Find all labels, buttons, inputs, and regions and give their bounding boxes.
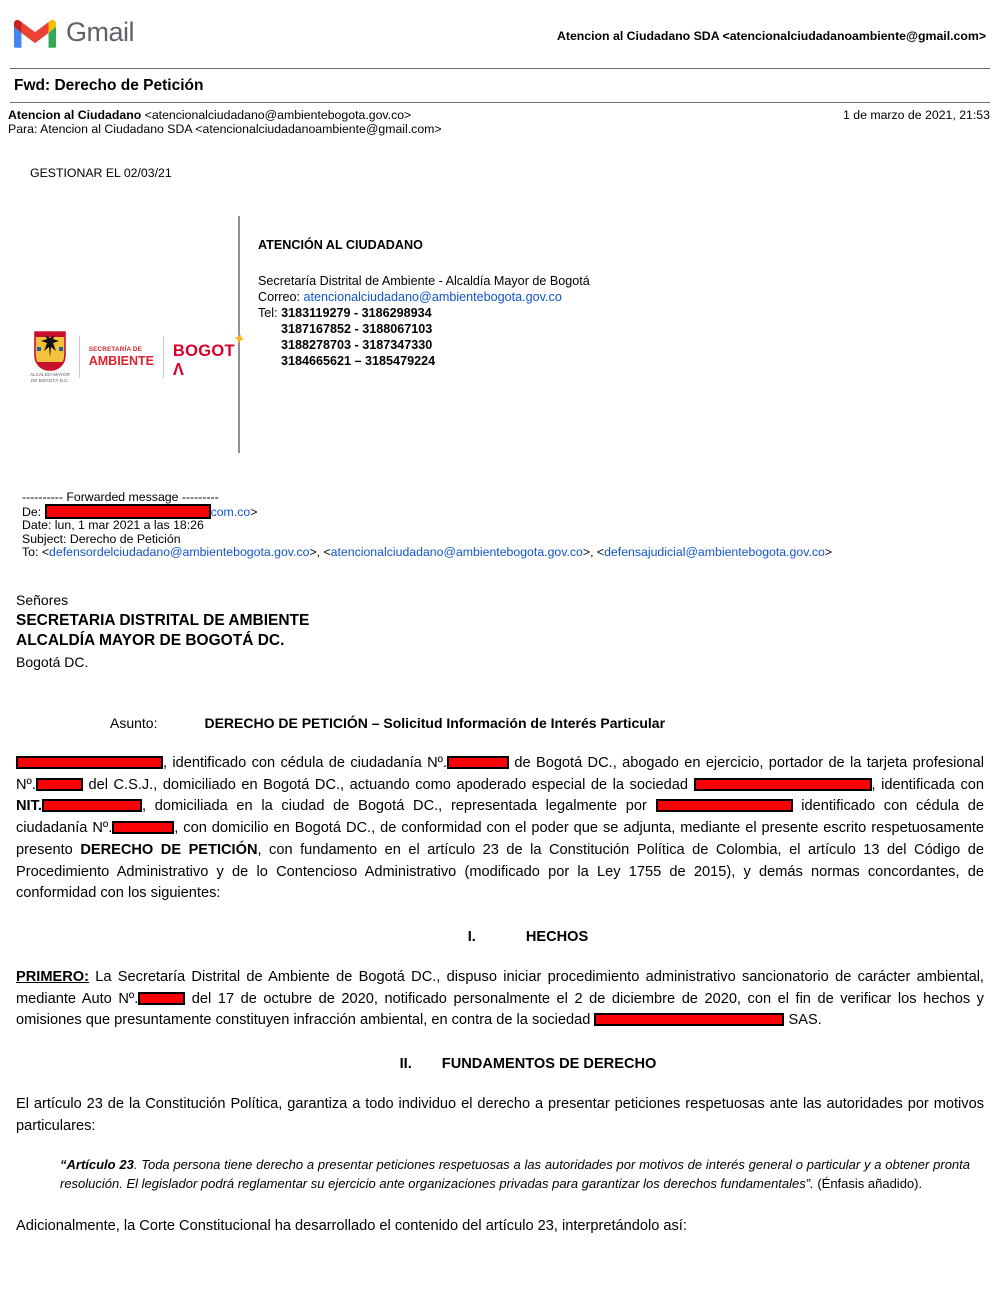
secretaria-ambiente-wordmark: SECRETARÍA DE AMBIENTE [88,345,155,368]
constitution-quote: “Artículo 23. Toda persona tiene derecho a presentar peticiones respetuosas a las autoridades por motivos de interés general o particular y a obtener pronta resolución. El legislador podrá reglamentar su ejercicio ante organizaciones privadas para garantizar los derechos fundamentales”. (Énfasis añadido). [60,1157,970,1192]
recipient-line: SECRETARIA DISTRITAL DE AMBIENTE [16,611,310,629]
section-number: I. [467,928,476,945]
signature-heading: ATENCIÓN AL CIUDADANO [258,238,423,252]
redaction-bar [45,504,211,519]
crest-caption: ALCALDÍA MAYOR DE BOGOTÁ D.C. [30,372,70,383]
print-header [0,0,1000,68]
forwarded-subject-line: Subject: Derecho de Petición [22,531,181,546]
recipient-block [16,590,984,672]
section-number: II. [399,1056,412,1073]
email-link[interactable]: defensordelciudadano@ambientebogota.gov.co [49,544,310,559]
signature-org-line: Secretaría Distrital de Ambiente - Alcaldía Mayor de Bogotá [258,274,590,288]
signature-text [240,216,590,453]
forwarded-header [22,491,1000,559]
asunto-label: Asunto: [110,715,158,732]
email-link[interactable]: atencionalciudadano@ambientebogota.gov.co [303,290,562,304]
gmail-wordmark: Gmail [66,16,135,47]
asunto-value: DERECHO DE PETICIÓN – Solicitud Información de Interés Particular [204,715,666,732]
account-identity: Atencion al Ciudadano SDA <atencionalciudadanoambiente@gmail.com> [556,29,986,43]
bogota-caret-glyph: Λ [172,360,185,380]
bogota-crest [30,331,70,383]
intro-paragraph: , identificado con cédula de ciudadanía Nº. de Bogotá DC., abogado en ejercicio, portador de la tarjeta profesional Nº. del C.S.J., domiciliado en Bogotá DC., actuando como apoderado especial de la sociedad , identificada con NIT. , domiciliada en la ciudad de Bogotá DC., representada legalmente por identificado con cédula de ciudadanía Nº. , con domicilio en Bogotá DC., de conformidad con el poder que se adjunta, mediante el presente escrito respetuosamente presento DERECHO DE PETICIÓN, con fundamento en el artículo 23 de la Constitución Política de Colombia, el artículo 13 del Código de Procedimiento Administrativo y de lo Contencioso Administrativo (modificado por la Ley 1755 de 2015), y demás normas concordantes, de conformidad con los siguientes: [16,755,985,902]
signature-email-line[interactable]: Correo: atencionalciudadano@ambientebogota.gov.co [258,290,562,304]
email-link[interactable]: defensajudicial@ambientebogota.gov.co [604,544,825,559]
redaction-bar [447,756,509,769]
bogota-crest-icon [33,331,67,371]
primero-paragraph: PRIMERO: La Secretaría Distrital de Ambiente de Bogotá DC., dispuso iniciar procedimiento administrativo sancionatorio de carácter ambiental, mediante Auto Nº. del 17 de octubre de 2020, notificado personalmente el 2 de diciembre de 2020, con el fin de verificar los hechos y omisiones que presuntamente constituyen infracción ambiental, en contra de la sociedad SAS. [16,968,984,1029]
message-date: 1 de marzo de 2021, 21:53 [843,108,990,122]
forwarded-to-line[interactable]: To: <defensordelciudadano@ambientebogota.gov.co>, <atencionalciudadano@ambientebogota.gov.co>, <defensajudicial@ambientebogota.gov.co> [22,544,833,559]
gmail-brand [14,16,134,48]
closing-paragraph: Adicionalmente, la Corte Constitucional ha desarrollado el contenido del artículo 23, interpretándolo así: [16,1218,687,1235]
bogota-star-icon: ✦ [231,329,248,350]
signature-tel-line: 3188278703 - 3187347330 [281,338,433,352]
redaction-bar [16,756,163,769]
thread-subject: Fwd: Derecho de Petición [14,77,204,94]
email-link[interactable]: atencionalciudadano@ambientebogota.gov.co [330,544,583,559]
logo-divider [163,336,164,378]
section-heading-fundamentos [16,1056,984,1072]
section-title: HECHOS [525,928,589,945]
forwarded-from-line: De: com.co> [22,505,258,520]
bogota-wordmark: BOGOTΛ ✦ [172,329,248,380]
section-title: FUNDAMENTOS DE DERECHO [441,1056,657,1073]
forwarded-divider: ---------- Forwarded message --------- [22,490,219,504]
signature-logo-cell [30,216,248,453]
email-link[interactable]: com.co [210,505,251,520]
to-line: Para: Atencion al Ciudadano SDA <atencionalciudadanoambiente@gmail.com> [8,121,442,136]
recipient-line: Señores [16,592,69,609]
action-note: GESTIONAR EL 02/03/21 [30,166,172,180]
asunto-row [16,715,984,731]
from-line: Atencion al Ciudadano <atencionalciudadano@ambientebogota.gov.co> [8,108,412,122]
redaction-bar [42,799,142,812]
signature-tel-line: Tel: 3183119279 - 3186298934 [258,306,432,320]
redaction-bar [112,821,174,834]
redaction-bar [594,1013,784,1026]
signature-tel-line: 3184665621 – 3185479224 [281,354,436,368]
recipient-line: Bogotá DC. [16,653,89,670]
gmail-logo-icon [14,16,56,48]
recipient-line: ALCALDÍA MAYOR DE BOGOTÁ DC. [16,632,285,650]
alcaldia-ambiente-logo [30,329,248,383]
logo-divider [79,336,80,378]
section-heading-hechos [16,929,984,945]
divider-top [10,68,990,69]
signature-block [30,216,1000,453]
signature-tel-line: 3187167852 - 3188067103 [281,322,433,336]
articulo-paragraph: El artículo 23 de la Constitución Política, garantiza a todo individuo el derecho a presentar peticiones respetuosas ante las autoridades por motivos particulares: [16,1096,984,1134]
meta-left [8,109,442,136]
forwarded-date-line: Date: lun, 1 mar 2021 a las 18:26 [22,518,204,533]
redaction-bar [36,778,83,791]
redaction-bar [694,778,872,791]
message-meta [0,103,1000,136]
redaction-bar [656,799,793,812]
redaction-bar [138,992,185,1005]
letter-body [16,590,984,1238]
